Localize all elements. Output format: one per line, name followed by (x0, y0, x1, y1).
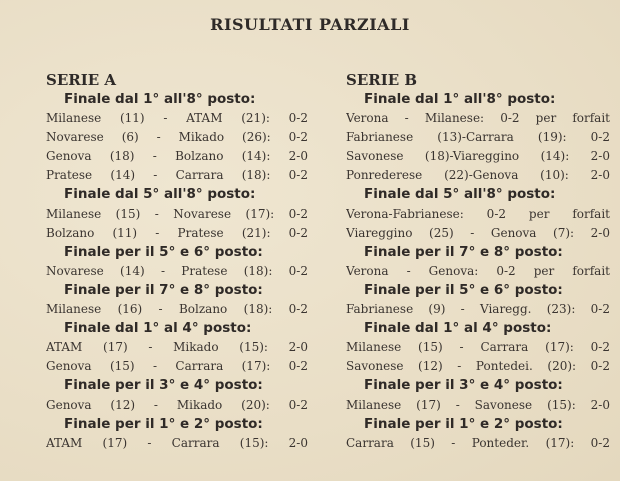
match-result: Verona - Milanese: 0-2 per forfait (346, 111, 610, 126)
match-result: Ponrederese (22)-Genova (10): 2-0 (346, 168, 610, 183)
round-heading: Finale dal 1° all'8° posto: (64, 91, 256, 107)
match-result: Bolzano (11) - Pratese (21): 0-2 (46, 225, 308, 240)
match-result: Verona - Genova: 0-2 per forfait (346, 263, 610, 278)
match-result: Savonese (12) - Pontedei. (20): 0-2 (346, 359, 610, 374)
round-heading: Finale per il 5° e 6° posto: (64, 243, 263, 260)
round-heading: Finale dal 5° all'8° posto: (64, 186, 256, 203)
page-title: RISULTATI PARZIALI (210, 15, 410, 34)
serie-b-results (346, 90, 610, 453)
match-result: Milanese (15) - Novarese (17): 0-2 (46, 206, 308, 221)
round-heading: Finale per il 1° e 2° posto: (64, 415, 263, 432)
round-heading: Finale per il 3° e 4° posto: (364, 377, 563, 394)
match-result: Verona-Fabrianese: 0-2 per forfait (346, 206, 610, 221)
match-result: ATAM (17) - Carrara (15): 2-0 (46, 435, 308, 450)
round-heading: Finale per il 5° e 6° posto: (364, 281, 563, 298)
round-heading: Finale dal 1° al 4° posto: (364, 320, 552, 337)
match-result: Milanese (15) - Carrara (17): 0-2 (346, 340, 610, 355)
round-heading: Finale dal 5° all'8° posto: (364, 186, 556, 203)
match-result: Pratese (14) - Carrara (18): 0-2 (46, 168, 308, 183)
serie-a-results (46, 90, 308, 453)
match-result: Milanese (17) - Savonese (15): 2-0 (346, 397, 610, 412)
serie-b-title: SERIE B (346, 71, 418, 89)
match-result: Milanese (11) - ATAM (21): 0-2 (46, 111, 308, 126)
round-heading: Finale dal 1° al 4° posto: (64, 320, 252, 337)
round-heading: Finale per il 1° e 2° posto: (364, 415, 563, 432)
match-result: Genova (15) - Carrara (17): 0-2 (46, 359, 308, 374)
match-result: Fabrianese (13)-Carrara (19): 0-2 (346, 130, 610, 145)
match-result: Savonese (18)-Viareggino (14): 2-0 (346, 149, 610, 164)
match-result: Novarese (6) - Mikado (26): 0-2 (46, 130, 308, 145)
serie-a-title: SERIE A (46, 71, 117, 89)
match-result: Fabrianese (9) - Viaregg. (23): 0-2 (346, 302, 610, 317)
match-result: Novarese (14) - Pratese (18): 0-2 (46, 263, 308, 278)
match-result: Genova (12) - Mikado (20): 0-2 (46, 397, 308, 412)
match-result: Milanese (16) - Bolzano (18): 0-2 (46, 302, 308, 317)
round-heading: Finale per il 7° e 8° posto: (364, 243, 563, 260)
match-result: Viareggino (25) - Genova (7): 2-0 (346, 225, 610, 240)
round-heading: Finale dal 1° all'8° posto: (364, 91, 556, 107)
serie-b-column (346, 70, 610, 453)
round-heading: Finale per il 7° e 8° posto: (64, 281, 263, 298)
match-result: Carrara (15) - Ponteder. (17): 0-2 (346, 435, 610, 450)
round-heading: Finale per il 3° e 4° posto: (64, 377, 263, 394)
match-result: ATAM (17) - Mikado (15): 2-0 (46, 340, 308, 355)
serie-a-column (46, 70, 308, 453)
match-result: Genova (18) - Bolzano (14): 2-0 (46, 149, 308, 164)
